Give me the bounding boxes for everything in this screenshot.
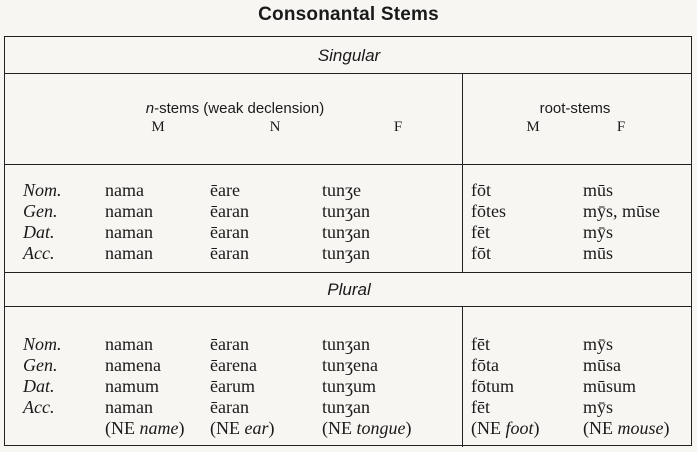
header-divider	[5, 164, 691, 165]
form-cell: fēt	[471, 334, 490, 354]
case-label: Dat.	[23, 376, 55, 396]
form-cell: fōtum	[471, 376, 514, 396]
form-cell: mȳs, mūse	[583, 201, 661, 221]
form-cell: naman	[105, 334, 153, 354]
ne-gloss: (NE foot)	[471, 418, 540, 438]
ne-gloss: (NE mouse)	[583, 418, 670, 438]
form-cell: fēt	[471, 222, 490, 242]
case-label: Nom.	[23, 334, 62, 354]
form-cell: tunʒe	[322, 180, 361, 200]
section-divider	[5, 306, 691, 307]
form-cell: ēaran	[210, 243, 249, 263]
form-cell: mūsa	[583, 355, 621, 375]
form-cell: mȳs	[583, 334, 614, 354]
form-cell: fēt	[471, 397, 490, 417]
form-cell: tunʒum	[322, 376, 376, 396]
column-divider	[462, 73, 463, 272]
gender-label: M	[151, 119, 165, 135]
case-label: Gen.	[23, 201, 58, 221]
form-cell: tunʒena	[322, 355, 378, 375]
section-label-plural: Plural	[327, 280, 371, 299]
section-divider	[5, 272, 691, 273]
ne-gloss: (NE tongue)	[322, 418, 412, 438]
form-cell: fōt	[471, 180, 491, 200]
form-cell: tunʒan	[322, 334, 370, 354]
form-cell: namena	[105, 355, 161, 375]
case-label: Dat.	[23, 222, 55, 242]
form-cell: tunʒan	[322, 243, 370, 263]
form-cell: naman	[105, 243, 153, 263]
form-cell: fōt	[471, 243, 491, 263]
form-cell: tunʒan	[322, 397, 370, 417]
form-cell: mūsum	[583, 376, 637, 396]
page-title: Consonantal Stems	[258, 4, 439, 25]
form-cell: namum	[105, 376, 159, 396]
form-cell: nama	[105, 180, 144, 200]
form-cell: tunʒan	[322, 201, 370, 221]
n-stems-header: n-stems (weak declension)	[145, 100, 325, 117]
gender-label: N	[269, 119, 281, 135]
form-cell: ēare	[210, 180, 240, 200]
case-label: Acc.	[23, 243, 55, 263]
form-cell: ēaran	[210, 397, 249, 417]
case-label: Acc.	[23, 397, 55, 417]
gender-label: F	[393, 119, 403, 135]
form-cell: ēaran	[210, 334, 249, 354]
form-cell: tunʒan	[322, 222, 370, 242]
root-stems-header: root-stems	[539, 100, 611, 117]
gender-label: M	[526, 119, 540, 135]
form-cell: fōtes	[471, 201, 506, 221]
form-cell: naman	[105, 222, 153, 242]
section-divider	[5, 73, 691, 74]
form-cell: naman	[105, 397, 153, 417]
case-label: Gen.	[23, 355, 58, 375]
declension-table	[4, 36, 692, 446]
form-cell: ēaran	[210, 201, 249, 221]
form-cell: naman	[105, 201, 153, 221]
case-label: Nom.	[23, 180, 62, 200]
form-cell: ēaran	[210, 222, 249, 242]
gender-label: F	[616, 119, 626, 135]
section-label-singular: Singular	[317, 46, 381, 65]
form-cell: ēarum	[210, 376, 255, 396]
form-cell: mūs	[583, 243, 614, 263]
form-cell: mūs	[583, 180, 614, 200]
form-cell: mȳs	[583, 397, 614, 417]
ne-gloss: (NE name)	[105, 418, 185, 438]
form-cell: mȳs	[583, 222, 614, 242]
ne-gloss: (NE ear)	[210, 418, 275, 438]
form-cell: fōta	[471, 355, 499, 375]
column-divider	[462, 306, 463, 447]
form-cell: ēarena	[210, 355, 257, 375]
